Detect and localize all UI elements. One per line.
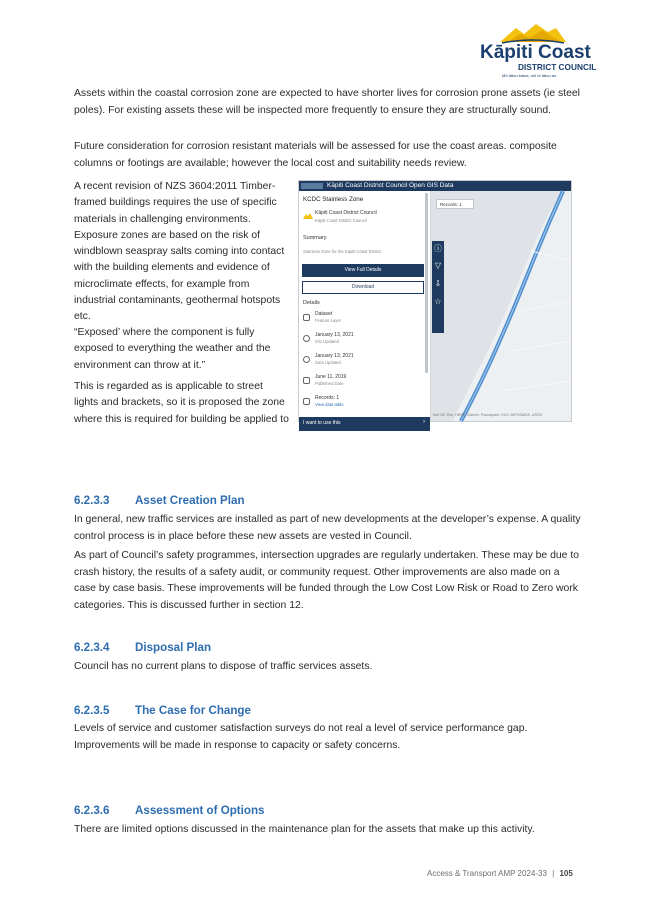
logo-mountains-icon <box>498 22 568 44</box>
section-title: Disposal Plan <box>135 641 212 654</box>
detail-sub: Data Updated <box>315 360 341 365</box>
gis-org-name[interactable]: Kāpiti Coast District Council <box>315 210 377 216</box>
detail-sub: Feature Layer <box>315 318 342 323</box>
section-paragraph: There are limited options discussed in the maintenance plan for the assets that make up this activity. <box>74 824 535 835</box>
paragraph-future-consideration: Future consideration for corrosion resistant materials will be assessed for use the coast areas. composite columns or footings are available; however the local cost and suitability needs review. <box>74 141 557 169</box>
section-paragraph: Council has no current plans to dispose of traffic services assets. <box>74 661 373 672</box>
gis-map-screenshot <box>298 180 572 426</box>
gis-panel-title: KCDC Stainless Zone <box>303 196 364 203</box>
gis-top-bar <box>299 181 571 191</box>
detail-title: January 13, 2021 <box>315 332 354 338</box>
section-paragraph: As part of Council’s safety programmes, intersection upgrades are regularly undertaken. These may be due to crash history, the results of a safety audit, or community request. Other improvements are also made on a case by case basis. These improvements will be funded through the Low Cost Low Risk or Road to Zero work categories. This is discussed further in section 12. <box>74 550 579 611</box>
section-title: Assessment of Options <box>135 804 265 817</box>
section-paragraph: In general, new traffic services are installed as part of new developments at the developer’s expense. A quality control process is in place before these new assets are vested in Council. <box>74 514 581 542</box>
section-heading <box>74 494 245 507</box>
gis-brand-icon <box>301 183 323 189</box>
detail-title: June 11, 2019 <box>315 374 347 380</box>
footer-separator: | <box>552 869 555 878</box>
view-data-table-link[interactable]: View data table <box>315 402 344 407</box>
map-toolbar <box>432 241 444 333</box>
detail-sub: Info Updated <box>315 339 339 344</box>
gis-org-sub: Kāpiti Coast District Council <box>315 218 367 223</box>
paragraph-applicable: This is regarded as is applicable to street lights and brackets, so it is proposed the zone where this is required for building be applied to <box>74 381 289 425</box>
dataset-icon <box>303 314 310 321</box>
section-number: 6.2.3.6 <box>74 804 110 817</box>
footer-doc-name: Access & Transport AMP 2024-33 <box>427 869 547 878</box>
section-title: The Case for Change <box>135 704 251 717</box>
page-number: 105 <box>559 869 573 878</box>
gis-side-panel <box>299 191 431 426</box>
gis-app-title: Kāpiti Coast District Council Open GIS Data <box>327 182 454 189</box>
council-logo <box>470 22 597 78</box>
download-button[interactable]: Download <box>302 281 424 294</box>
gis-panel-footer[interactable] <box>299 417 430 431</box>
use-this-label: I want to use this <box>303 420 341 426</box>
gis-summary-label: Summary <box>303 235 327 241</box>
detail-sub: Published Date <box>315 381 344 386</box>
page-footer <box>427 869 573 878</box>
refresh-icon <box>303 356 310 363</box>
section-paragraph: Levels of service and customer satisfaction surveys do not real a level of service performance gap. Improvements will be made in response to capacity or safety concerns. <box>74 723 528 751</box>
section-heading <box>74 704 251 717</box>
section-number: 6.2.3.4 <box>74 641 110 654</box>
filter-tool-icon[interactable]: ▽ <box>434 261 442 270</box>
section-heading <box>74 804 265 817</box>
download-tool-icon[interactable]: ⇩ <box>434 279 442 288</box>
detail-title: January 13, 2021 <box>315 353 354 359</box>
logo-subtitle: DISTRICT COUNCIL <box>518 62 597 72</box>
info-tool-icon[interactable]: ⓘ <box>434 244 442 253</box>
section-number: 6.2.3.5 <box>74 704 110 717</box>
council-mini-logo-icon <box>303 212 313 220</box>
gis-summary-text: Stainless Zone for the Kāpiti Coast District <box>303 249 382 254</box>
coastline-map <box>431 191 571 421</box>
records-badge: Records: 1 <box>436 199 474 209</box>
chevron-right-icon: › <box>423 419 425 425</box>
section-heading <box>74 641 211 654</box>
section-title: Asset Creation Plan <box>135 494 245 507</box>
logo-name: Kāpiti Coast <box>480 42 591 63</box>
favorite-tool-icon[interactable]: ☆ <box>434 297 442 306</box>
view-full-details-button[interactable]: View Full Details <box>302 264 424 277</box>
detail-title: Records: 1 <box>315 395 340 401</box>
paragraph-exposed-quote: “Exposed’ where the component is fully exposed to everything the weather and the environment can throw at it.” <box>74 327 271 371</box>
calendar-icon <box>303 377 310 384</box>
paragraph-nzs3604: A recent revision of NZS 3604:2011 Timber-framed buildings requires the use of specific materials in challenging environments. Exposure zones are based on the risk of windblown seaspray salts coming into contact with the building elements and evidence of microclimate effects, for example from industrial contaminants, geothermal hotspots etc. <box>74 181 285 323</box>
gis-details-label: Details <box>303 300 320 306</box>
paragraph-corrosion-zone: Assets within the coastal corrosion zone are expected to have shorter lives for corrosion prone assets (ie steel poles). For existing assets these will be inspected more frequently to ensure they are structurally sound. <box>74 88 580 116</box>
info-icon <box>303 335 310 342</box>
detail-title: Dataset <box>315 311 333 317</box>
logo-tagline: Mō tātou katoa, mō tō tātou ao <box>502 73 557 78</box>
section-number: 6.2.3.3 <box>74 494 110 507</box>
panel-scrollbar[interactable] <box>425 193 428 373</box>
map-attribution: Esri NZ, Esri, HERE, Garmin, Foursquare, FAO, METI/NASA, USGS <box>433 413 543 417</box>
table-icon <box>303 398 310 405</box>
